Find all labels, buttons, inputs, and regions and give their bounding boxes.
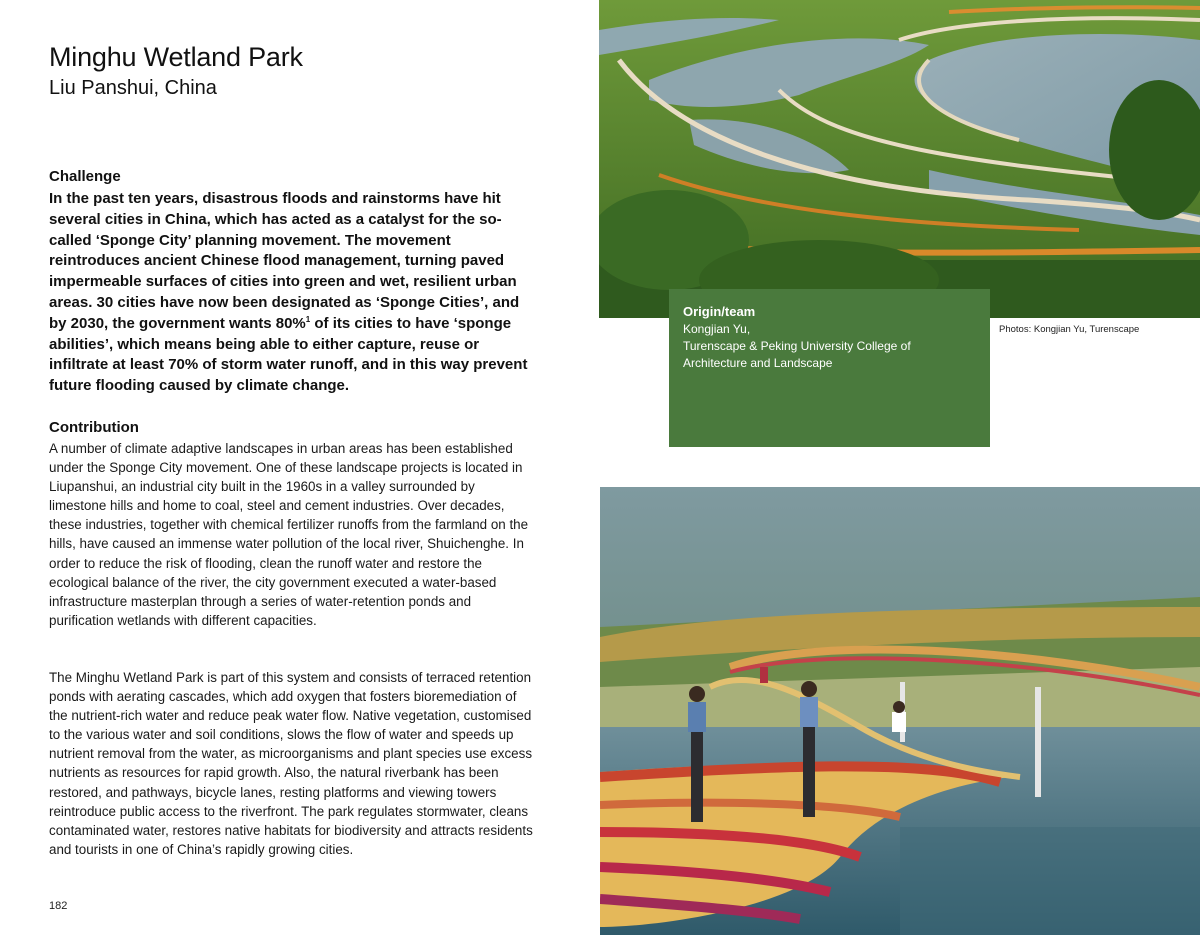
footnote-mark: 1	[305, 314, 311, 324]
walkway-photo	[600, 487, 1200, 935]
page-subtitle: Liu Panshui, China	[49, 77, 217, 99]
wetland-terraces-photo	[599, 0, 1200, 318]
challenge-heading: Challenge	[49, 168, 121, 185]
challenge-text-part-1: In the past ten years, disastrous floods and rainstorms have hit several cities in China, which has acted as a catalyst for the so-called ‘Sponge City’ planning movement. The movement reintroduces ancient Chinese flood management, turning paved impermeable surfaces of cities into green and wet, resilient urban areas. 30 cities have now been designated as ‘Sponge Cities’, and by 2030, the government wants 80%	[49, 190, 520, 332]
origin-line-3: Architecture and Landscape	[683, 356, 833, 370]
photo-credit: Photos: Kongjian Yu, Turenscape	[999, 324, 1140, 335]
contribution-paragraph-2: The Minghu Wetland Park is part of this system and consists of terraced retention ponds with aerating cascades, which add oxygen that fosters bioremediation of the nutrient-rich water and reduce peak water flow. Native vegetation, customised to the various water and soil conditions, slows the flow of water and speeds up nutrient removal from the water, as microorganisms and plant species use excess nutrients as resources for rapid growth. Also, the natural riverbank has been restored, and pathways, bicycle lanes, resting platforms and viewing towers reintroduce public access to the riverfront. The park regulates stormwater, cleans contaminated water, restores native habitats for biodiversity and attracts residents and tourists in one of China’s rapidly growing cities.	[49, 670, 533, 857]
origin-team-box	[669, 289, 990, 447]
challenge-text-part-2: of its cities to have ‘sponge abilities’, which means being able to either capture, reuse or infiltrate at least 70% of storm water runoff, and in this way prevent future flooding caused by climate change.	[49, 314, 528, 395]
origin-line-2: Turenscape & Peking University College of	[683, 339, 911, 353]
origin-line-1: Kongjian Yu,	[683, 322, 751, 336]
contribution-heading: Contribution	[49, 419, 139, 436]
page-title: Minghu Wetland Park	[49, 42, 303, 72]
origin-heading: Origin/team	[683, 304, 756, 319]
challenge-text	[49, 189, 535, 397]
contribution-paragraph-1: A number of climate adaptive landscapes in urban areas has been established under the Sponge City movement. One of these landscape projects is located in Liupanshui, an industrial city built in the 1960s in a valley surrounded by limestone hills and home to coal, steel and cement industries. Over decades, these industries, together with chemical fertilizer runoffs from the farmland on the hills, have caused an immense water pollution of the local river, Shuichenghe. In order to reduce the risk of flooding, clean the runoff water and restore the ecological balance of the river, the city government executed a water-based infrastructure masterplan through a series of water-retention ponds and purification wetlands with different capacities.	[49, 441, 529, 628]
page-number: 182	[49, 900, 68, 912]
